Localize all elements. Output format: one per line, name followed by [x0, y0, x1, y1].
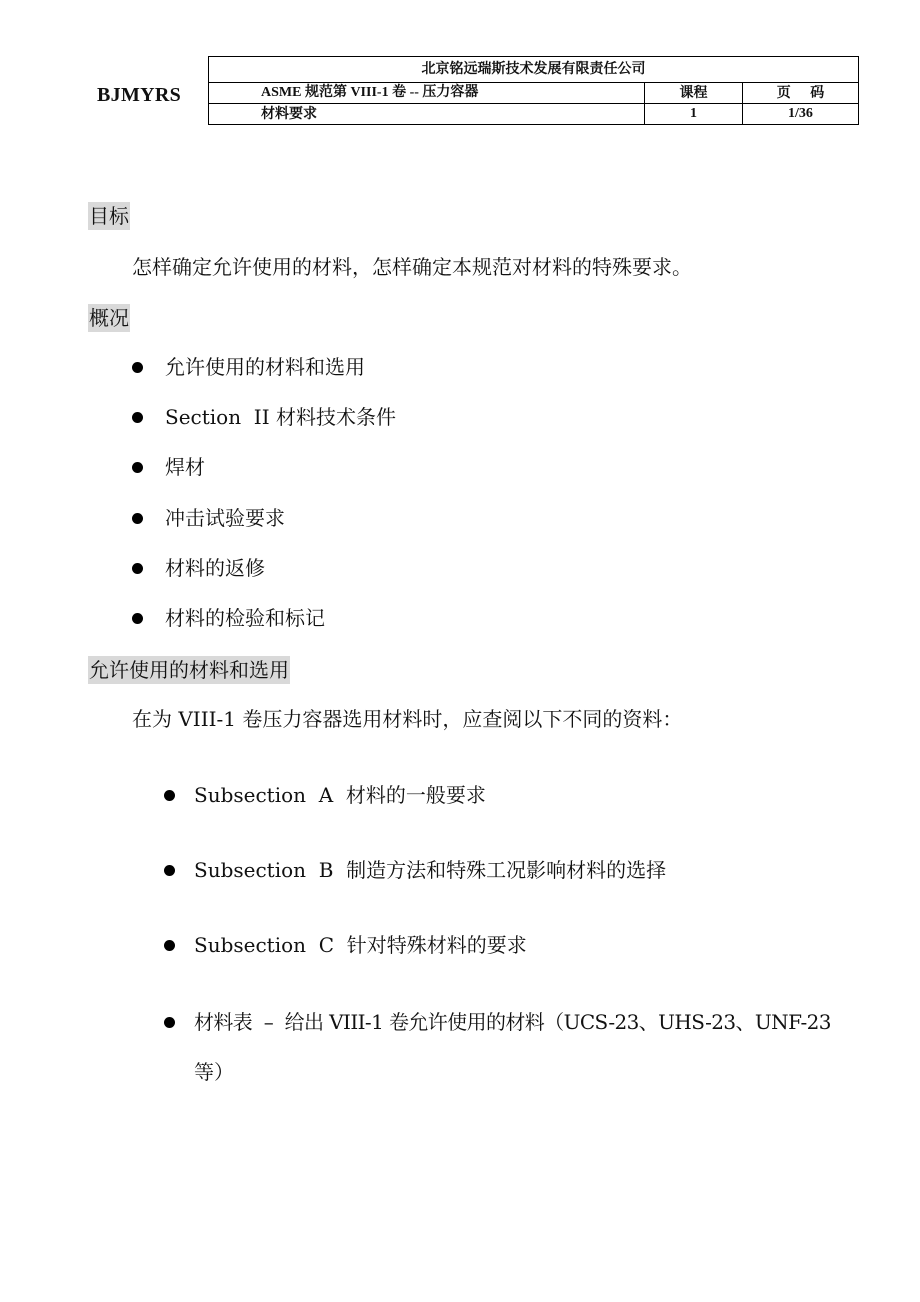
bullet-icon: [132, 563, 143, 574]
bullet-icon: [164, 1017, 175, 1028]
list-item: Section II 材料技术条件: [132, 403, 396, 431]
section-heading-allowed-materials: 允许使用的材料和选用: [89, 658, 289, 682]
bullet-icon: [164, 790, 175, 801]
bullet-icon: [164, 865, 175, 876]
list-item: 材料的返修: [132, 554, 265, 582]
page-number: 1/36: [743, 104, 859, 125]
course-title-line1: ASME 规范第 VIII-1 卷 -- 压力容器: [209, 83, 645, 104]
company-logo-text: BJMYRS: [97, 84, 182, 106]
list-item: 冲击试验要求: [132, 504, 285, 532]
section-heading-goal: 目标: [89, 204, 129, 228]
list-item: 允许使用的材料和选用: [132, 353, 365, 381]
list-item-continuation: 等）: [194, 1060, 234, 1084]
course-number: 1: [645, 104, 743, 125]
list-item: Subsection B 制造方法和特殊工况影响材料的选择: [164, 856, 666, 884]
bullet-icon: [132, 362, 143, 373]
bullet-icon: [164, 940, 175, 951]
bullet-icon: [132, 412, 143, 423]
allowed-intro-paragraph: 在为 VIII-1 卷压力容器选用材料时，应查阅以下不同的资料：: [132, 707, 683, 731]
course-label: 课程: [645, 83, 743, 104]
list-item: 焊材: [132, 453, 205, 481]
section-heading-overview: 概况: [89, 306, 129, 330]
list-item: Subsection C 针对特殊材料的要求: [164, 931, 527, 959]
course-title-line2: 材料要求: [209, 104, 645, 125]
list-item: 材料表 – 给出 VIII-1 卷允许使用的材料（UCS-23、UHS-23、UNF-23: [164, 1008, 831, 1036]
header-table: [208, 56, 859, 125]
list-item: Subsection A 材料的一般要求: [164, 781, 486, 809]
company-name: 北京铭远瑞斯技术发展有限责任公司: [209, 57, 859, 83]
bullet-icon: [132, 513, 143, 524]
list-item: 材料的检验和标记: [132, 604, 325, 632]
page-label: 页 码: [743, 83, 859, 104]
goal-paragraph: 怎样确定允许使用的材料，怎样确定本规范对材料的特殊要求。: [132, 255, 692, 279]
bullet-icon: [132, 462, 143, 473]
bullet-icon: [132, 613, 143, 624]
